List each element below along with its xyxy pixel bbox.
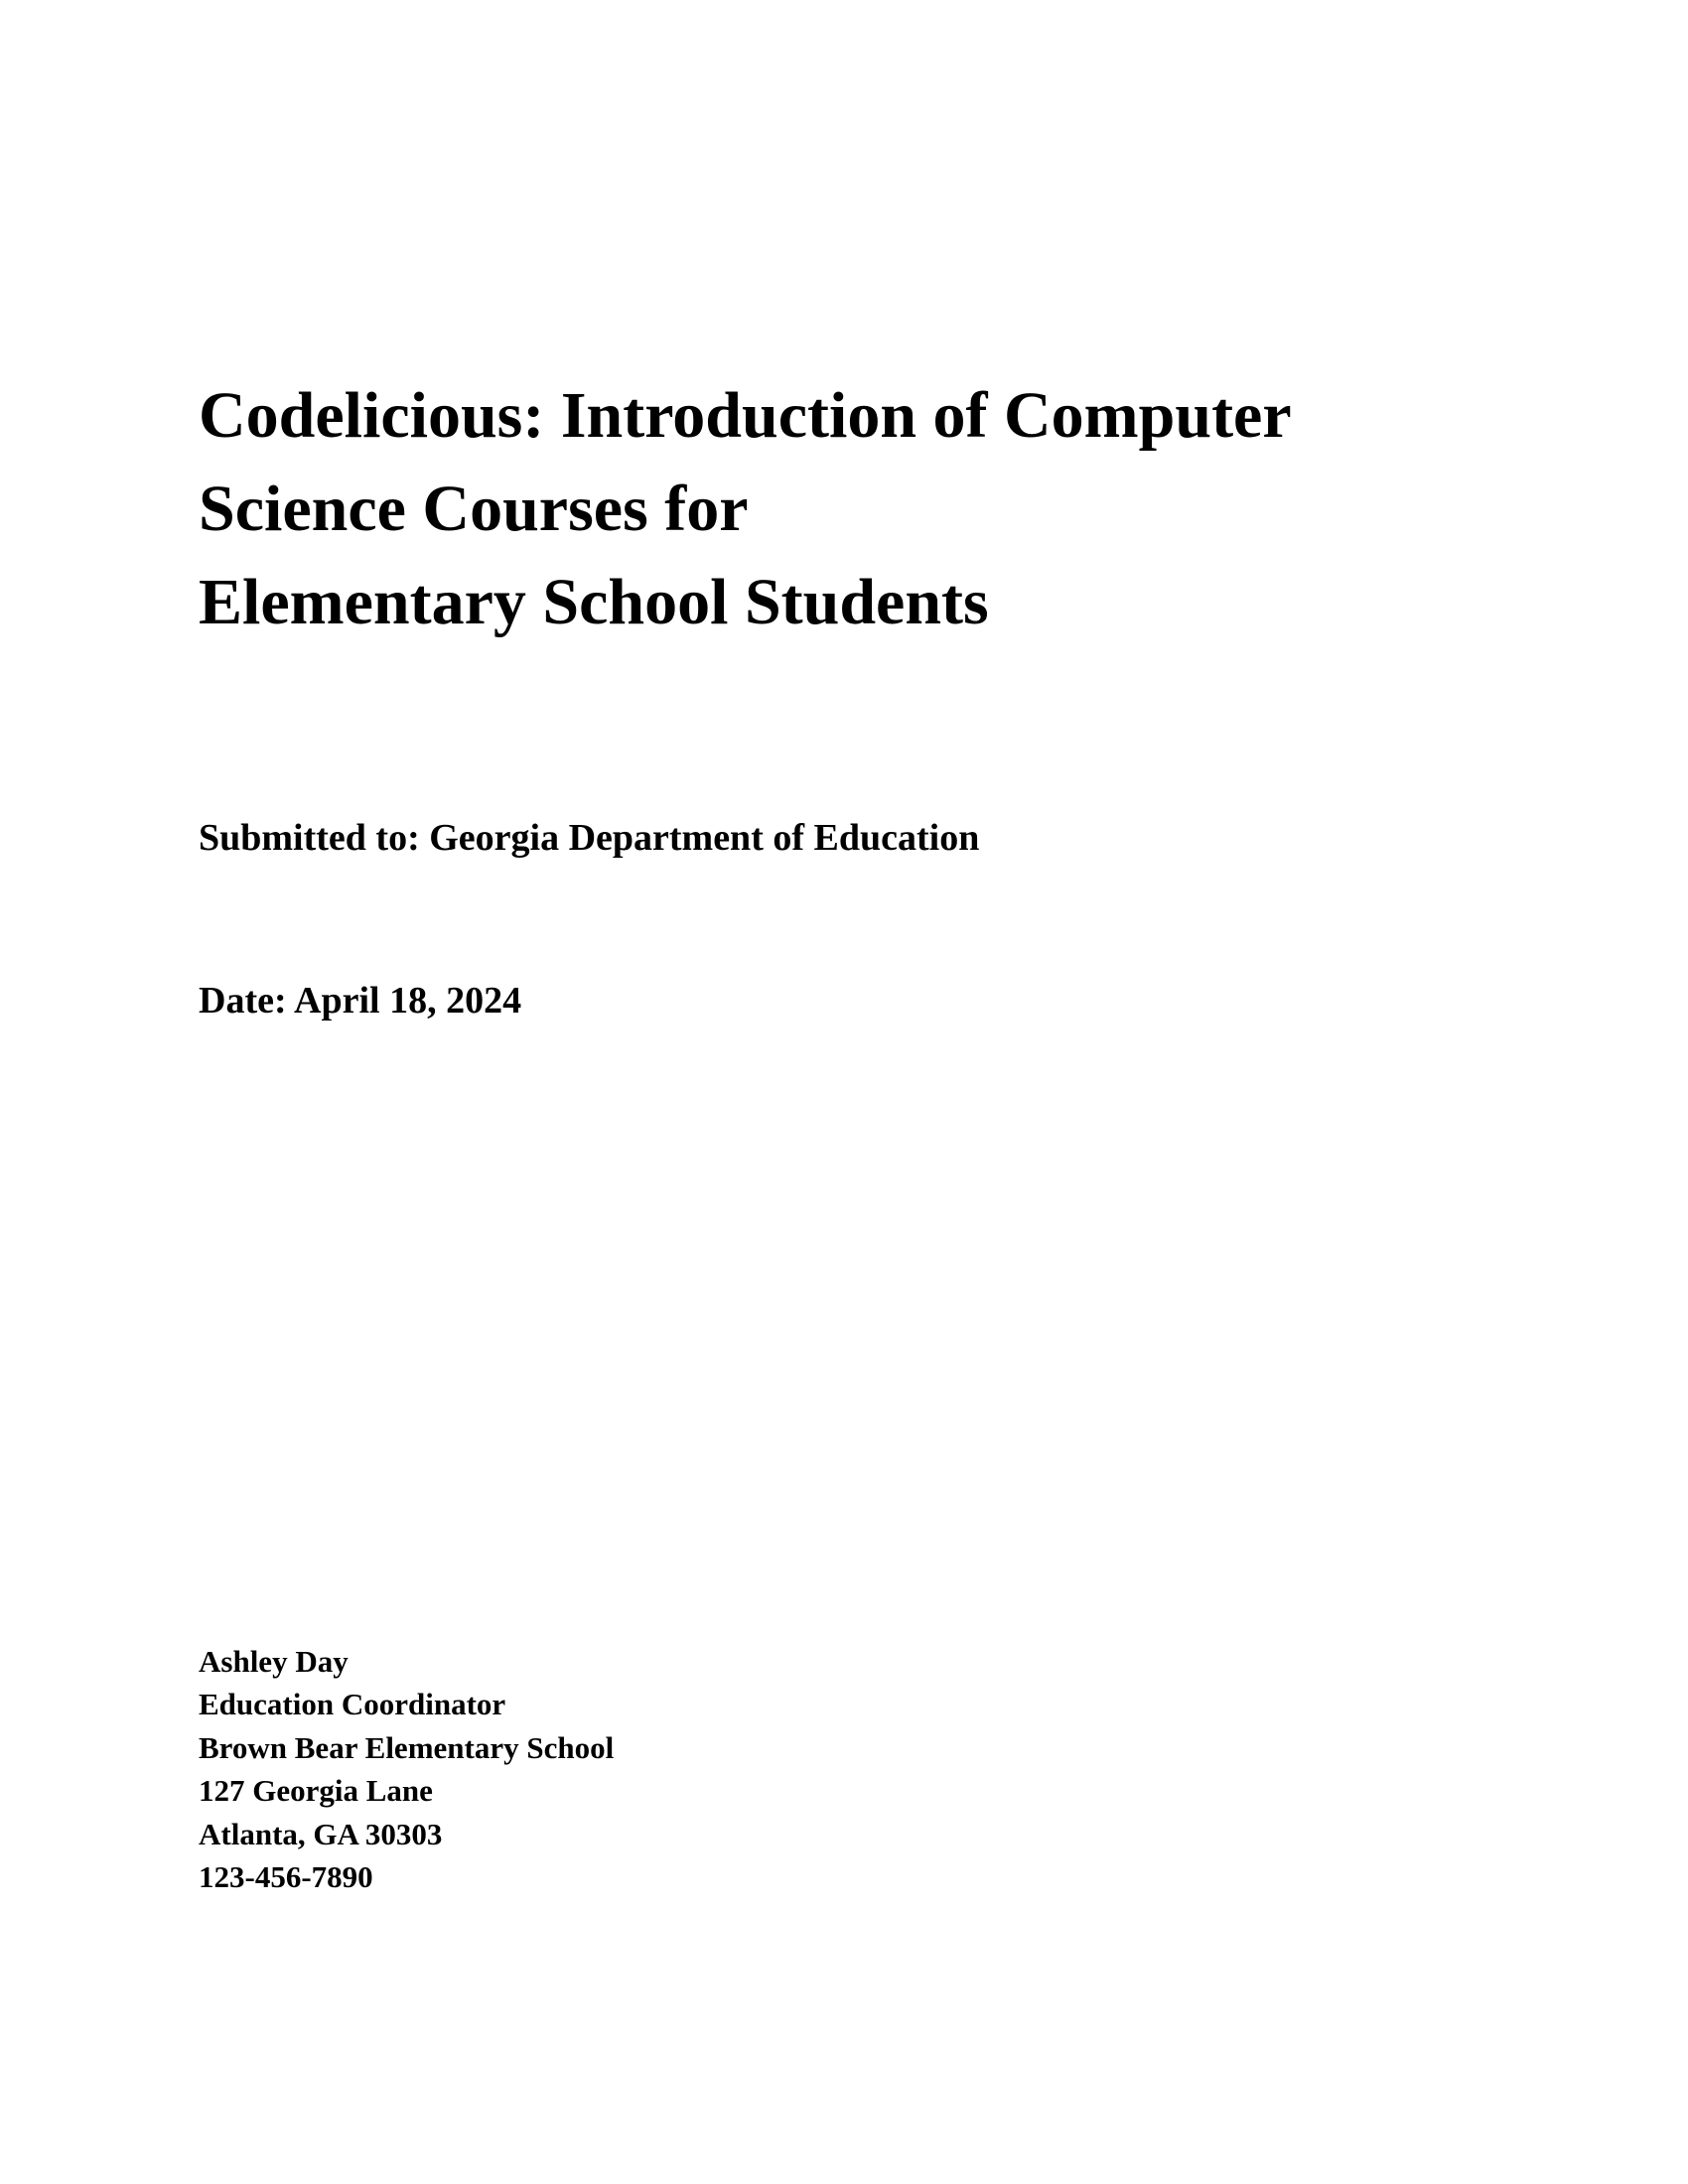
contact-phone: 123-456-7890 (199, 1859, 373, 1895)
contact-city-state-zip: Atlanta, GA 30303 (199, 1816, 443, 1851)
contact-block (199, 1640, 614, 1898)
title-line-3: Elementary School Students (199, 566, 989, 638)
contact-street: 127 Georgia Lane (199, 1773, 433, 1809)
submitted-to-line: Submitted to: Georgia Department of Education (199, 817, 980, 859)
title-line-1: Codelicious: Introduction of Computer (199, 379, 1292, 452)
contact-role: Education Coordinator (199, 1687, 506, 1722)
title-line-2: Science Courses for (199, 473, 749, 545)
contact-organization: Brown Bear Elementary School (199, 1729, 615, 1765)
contact-name: Ashley Day (199, 1644, 349, 1679)
document-title (199, 369, 1489, 649)
date-line: Date: April 18, 2024 (199, 980, 522, 1022)
